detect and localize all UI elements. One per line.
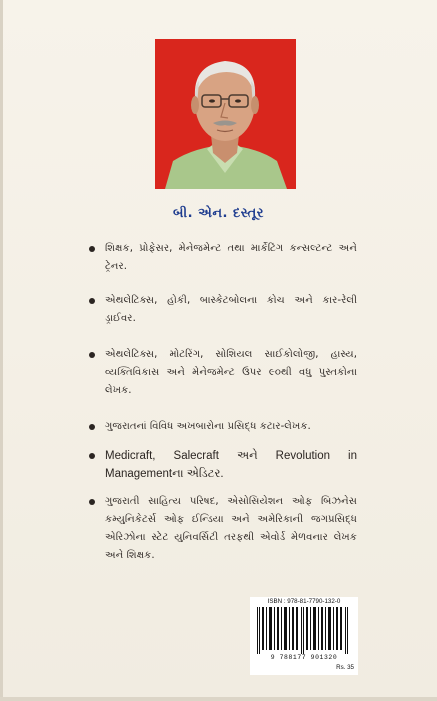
page-left-edge: [0, 0, 3, 701]
bullet-dot-icon: [89, 424, 95, 430]
author-photo: [155, 39, 296, 189]
bio-item-text: શિક્ષક, પ્રોફેસર, મેનેજમેન્ટ તથા માર્કેટિંગ કન્સલ્ટન્ટ અને ટ્રેનર.: [105, 243, 357, 272]
isbn-label: ISBN : 978-81-7790-132-0: [267, 598, 341, 605]
bio-item: [85, 240, 357, 276]
bullet-dot-icon: [89, 352, 95, 358]
bullet-dot-icon: [89, 453, 95, 459]
bio-item-text: ગુજરાતનાં વિવિધ અખબારોના પ્રસિદ્ધ કટાર-લેખક.: [105, 421, 311, 432]
author-name: બી. એન. દસ્તૂર: [172, 206, 265, 221]
barcode-image: [257, 607, 351, 654]
bio-item: [85, 447, 357, 483]
page-bottom-edge: [0, 697, 437, 701]
bio-item-text: Medicraft, Salecraft અને Revolution in Managementના એડિટર.: [105, 450, 357, 480]
bio-item-text: એથલેટિક્સ, મોટરિંગ, સોશિયલ સાઈકોલોજી, હાસ્ય, વ્યક્તિવિકાસ અને મેનેજમેન્ટ ઉપર ૯૦થી વધુ પુસ્તકોના લેખક.: [105, 349, 357, 396]
bio-item: [85, 292, 357, 328]
bio-item-text: એથલેટિક્સ, હોકી, બાસ્કેટબોલના કોચ અને કાર-રેલી ડ્રાઈવર.: [105, 295, 357, 324]
bio-item: [85, 493, 357, 565]
bio-item: [85, 346, 357, 400]
price-label: Rs. 35: [336, 664, 354, 671]
bullet-dot-icon: [89, 246, 95, 252]
author-portrait-image: [155, 39, 296, 189]
bio-item-text: ગુજરાતી સાહિત્ય પરિષદ, એસોસિયેશન ઓફ બિઝનેસ કમ્યુનિકેટર્સ ઓફ ઈન્ડિયા અને અમેરિકાની જગપ્રસિદ્ધ એરિઝોના સ્ટેટ યુનિવર્સિટી તરફથી એવોર્ડ મેળવનાર લેખક અને શિક્ષક.: [105, 496, 357, 561]
barcode-number: 9 788177 901320: [270, 654, 338, 661]
bullet-dot-icon: [89, 499, 95, 505]
bullet-dot-icon: [89, 298, 95, 304]
isbn-barcode-sticker: [250, 597, 358, 675]
bio-item: [85, 418, 311, 436]
